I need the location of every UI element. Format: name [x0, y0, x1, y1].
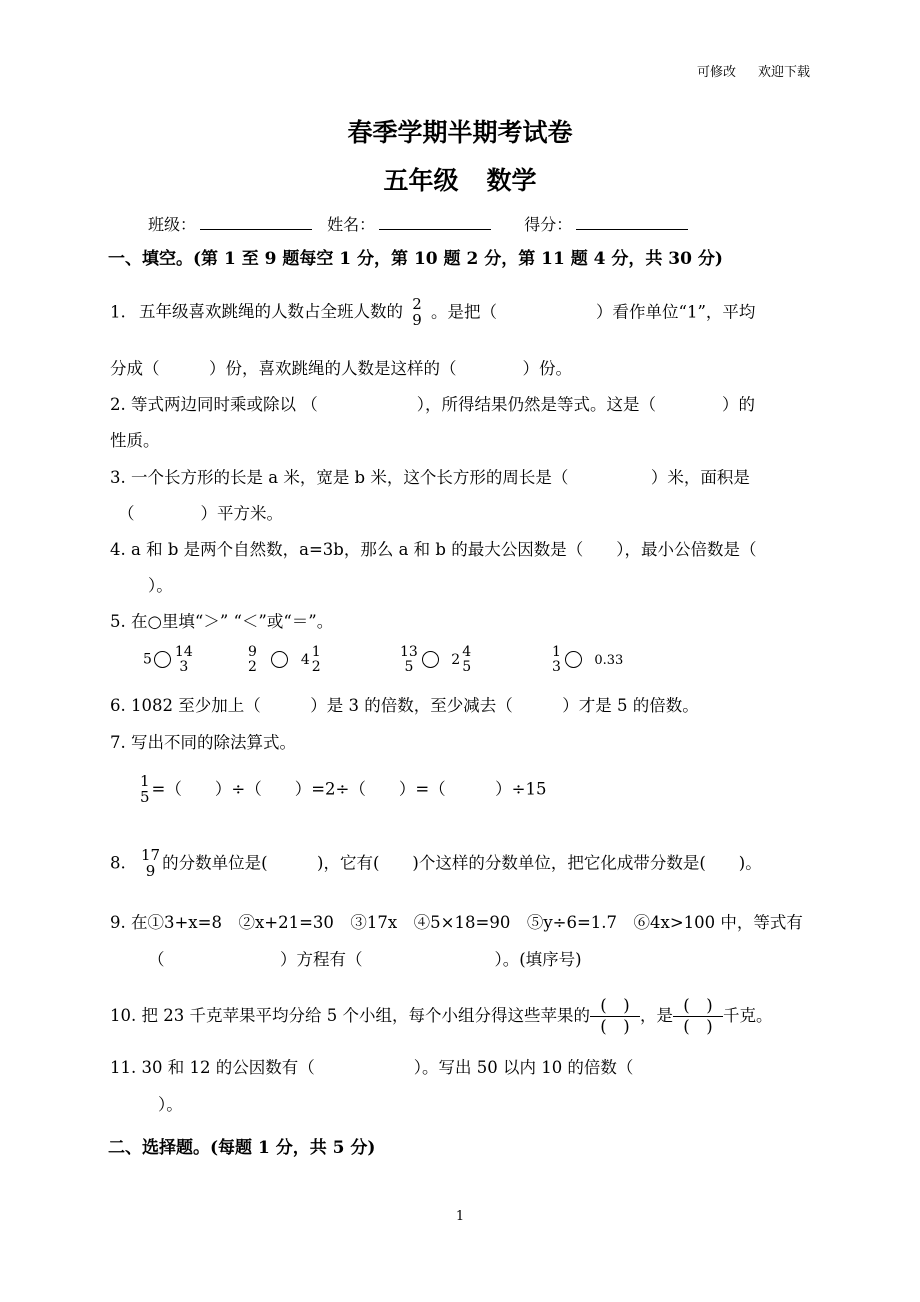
- name-field[interactable]: [379, 215, 491, 230]
- q9-line-2: （ ）方程有（ ）。(填序号): [148, 950, 582, 969]
- c4-value: 0.33: [594, 652, 624, 668]
- c3-right-fraction: [460, 645, 473, 674]
- q8-frac-num: 17: [141, 846, 161, 864]
- q11-line-2: ）。: [158, 1095, 183, 1114]
- c3-num: 13: [400, 644, 418, 660]
- c2-right-fraction: [310, 645, 323, 674]
- c4-fraction: [550, 645, 563, 674]
- q8-text: 的分数单位是( )，它有( )个这样的分数单位，把它化成带分数是( )。: [162, 853, 762, 873]
- page-number: 1: [455, 1209, 465, 1224]
- compare-circle-2[interactable]: [271, 651, 288, 668]
- q7-frac-den: 5: [140, 787, 150, 806]
- compare-circle-1[interactable]: [154, 651, 171, 668]
- class-label: 班级：: [148, 215, 197, 234]
- q8-frac-den: 9: [145, 861, 156, 880]
- compare-3: [398, 645, 473, 674]
- q1-text-2: 。是把（ ）看作单位“1”，平均: [431, 302, 756, 322]
- exam-subtitle: [0, 168, 920, 193]
- q7-expression: [138, 774, 547, 806]
- compare-circle-3[interactable]: [422, 651, 439, 668]
- q10-fraction-1: [590, 996, 640, 1037]
- c2-num: 9: [248, 644, 257, 660]
- q1-text: 五年级喜欢跳绳的人数占全班人数的: [139, 302, 403, 322]
- c3-fn: 4: [462, 644, 472, 660]
- c2-fd: 2: [311, 658, 321, 675]
- c2-fn: 1: [311, 644, 321, 660]
- c4-den: 3: [552, 658, 561, 675]
- c1-den: 3: [179, 658, 189, 675]
- header-editable: 可修改: [696, 65, 736, 80]
- c1-num: 14: [174, 644, 193, 660]
- question-1: [110, 297, 755, 329]
- question-4: 4. a 和 b 是两个自然数，a=3b，那么 a 和 b 的最大公因数是（ ），最小公倍数是（: [110, 540, 757, 559]
- c1-fraction: [173, 645, 195, 674]
- question-5: 5. 在○里填“＞” “＜”或“＝”。: [110, 612, 334, 631]
- compare-2: [246, 645, 323, 674]
- subject-label: 数学: [486, 166, 537, 195]
- class-field[interactable]: [200, 215, 312, 230]
- question-8: [110, 848, 762, 880]
- q3-line-2: （ ）平方米。: [118, 504, 283, 523]
- q7-expr-text: =（ ）÷（ ）=2÷（ ）=（ ）÷15: [151, 779, 547, 799]
- q1-frac-den: 9: [412, 310, 422, 329]
- grade-label: 五年级: [383, 166, 459, 195]
- page-header: [697, 66, 810, 79]
- section2-heading: 二、选择题。(每题 1 分，共 5 分): [108, 1138, 376, 1158]
- q7-fraction: [138, 774, 152, 806]
- q1-number: 1.: [110, 302, 126, 322]
- c2-left-fraction: [246, 645, 259, 674]
- header-download: 欢迎下载: [757, 65, 810, 80]
- question-7: 7. 写出不同的除法算式。: [110, 733, 296, 752]
- q10-text: 10. 把 23 千克苹果平均分给 5 个小组，每个小组分得这些苹果的: [110, 1005, 590, 1025]
- q10-d1: ( ): [600, 1016, 630, 1036]
- q10-n2: ( ): [673, 996, 723, 1017]
- name-label: 姓名：: [327, 215, 376, 234]
- score-field[interactable]: [576, 215, 688, 230]
- q10-d2: ( ): [683, 1016, 713, 1036]
- c2-den: 2: [248, 658, 257, 675]
- q1-fraction: [410, 297, 424, 329]
- c2-whole: 4: [300, 651, 310, 668]
- q10-fraction-2: [673, 996, 723, 1037]
- student-info-row: [148, 215, 698, 233]
- c1-whole: 5: [143, 651, 152, 668]
- q7-frac-num: 1: [140, 772, 150, 790]
- question-9: 9. 在①3+x=8 ②x+21=30 ③17x ④5×18=90 ⑤y÷6=1.7 ⑥4x>100 中，等式有: [110, 913, 803, 932]
- question-6: 6. 1082 至少加上（ ）是 3 的倍数，至少减去（ ）才是 5 的倍数。: [110, 696, 699, 715]
- c3-left-fraction: [398, 645, 420, 674]
- question-11: 11. 30 和 12 的公因数有（ ）。写出 50 以内 10 的倍数（: [110, 1058, 634, 1077]
- q8-number: 8.: [110, 853, 126, 873]
- q10-text-3: 千克。: [722, 1005, 773, 1025]
- q1-frac-num: 2: [412, 295, 422, 313]
- q4-line-2: ）。: [148, 576, 173, 595]
- q2-line-2: 性质。: [110, 431, 160, 450]
- question-10: [110, 996, 772, 1037]
- section1-heading: 一、填空。(第 1 至 9 题每空 1 分，第 10 题 2 分，第 11 题 4 分，共 30 分): [108, 249, 723, 269]
- c3-den: 5: [404, 658, 414, 675]
- score-label: 得分：: [524, 215, 573, 234]
- q10-n1: ( ): [590, 996, 640, 1017]
- exam-title: 春季学期半期考试卷: [347, 118, 573, 147]
- q10-text-2: ，是: [639, 1005, 673, 1025]
- question-2: 2. 等式两边同时乘或除以 （ ），所得结果仍然是等式。这是（ ）的: [110, 395, 755, 414]
- c4-num: 1: [552, 644, 561, 660]
- q8-fraction: [139, 848, 162, 880]
- c3-fd: 5: [462, 658, 472, 675]
- compare-circle-4[interactable]: [565, 651, 582, 668]
- question-3: 3. 一个长方形的长是 a 米，宽是 b 米，这个长方形的周长是（ ）米，面积是: [110, 468, 750, 487]
- compare-1: [143, 645, 195, 674]
- compare-4: [550, 645, 623, 674]
- q1-line-2: 分成（ ）份，喜欢跳绳的人数是这样的（ ）份。: [110, 359, 572, 378]
- c3-whole: 2: [451, 651, 461, 668]
